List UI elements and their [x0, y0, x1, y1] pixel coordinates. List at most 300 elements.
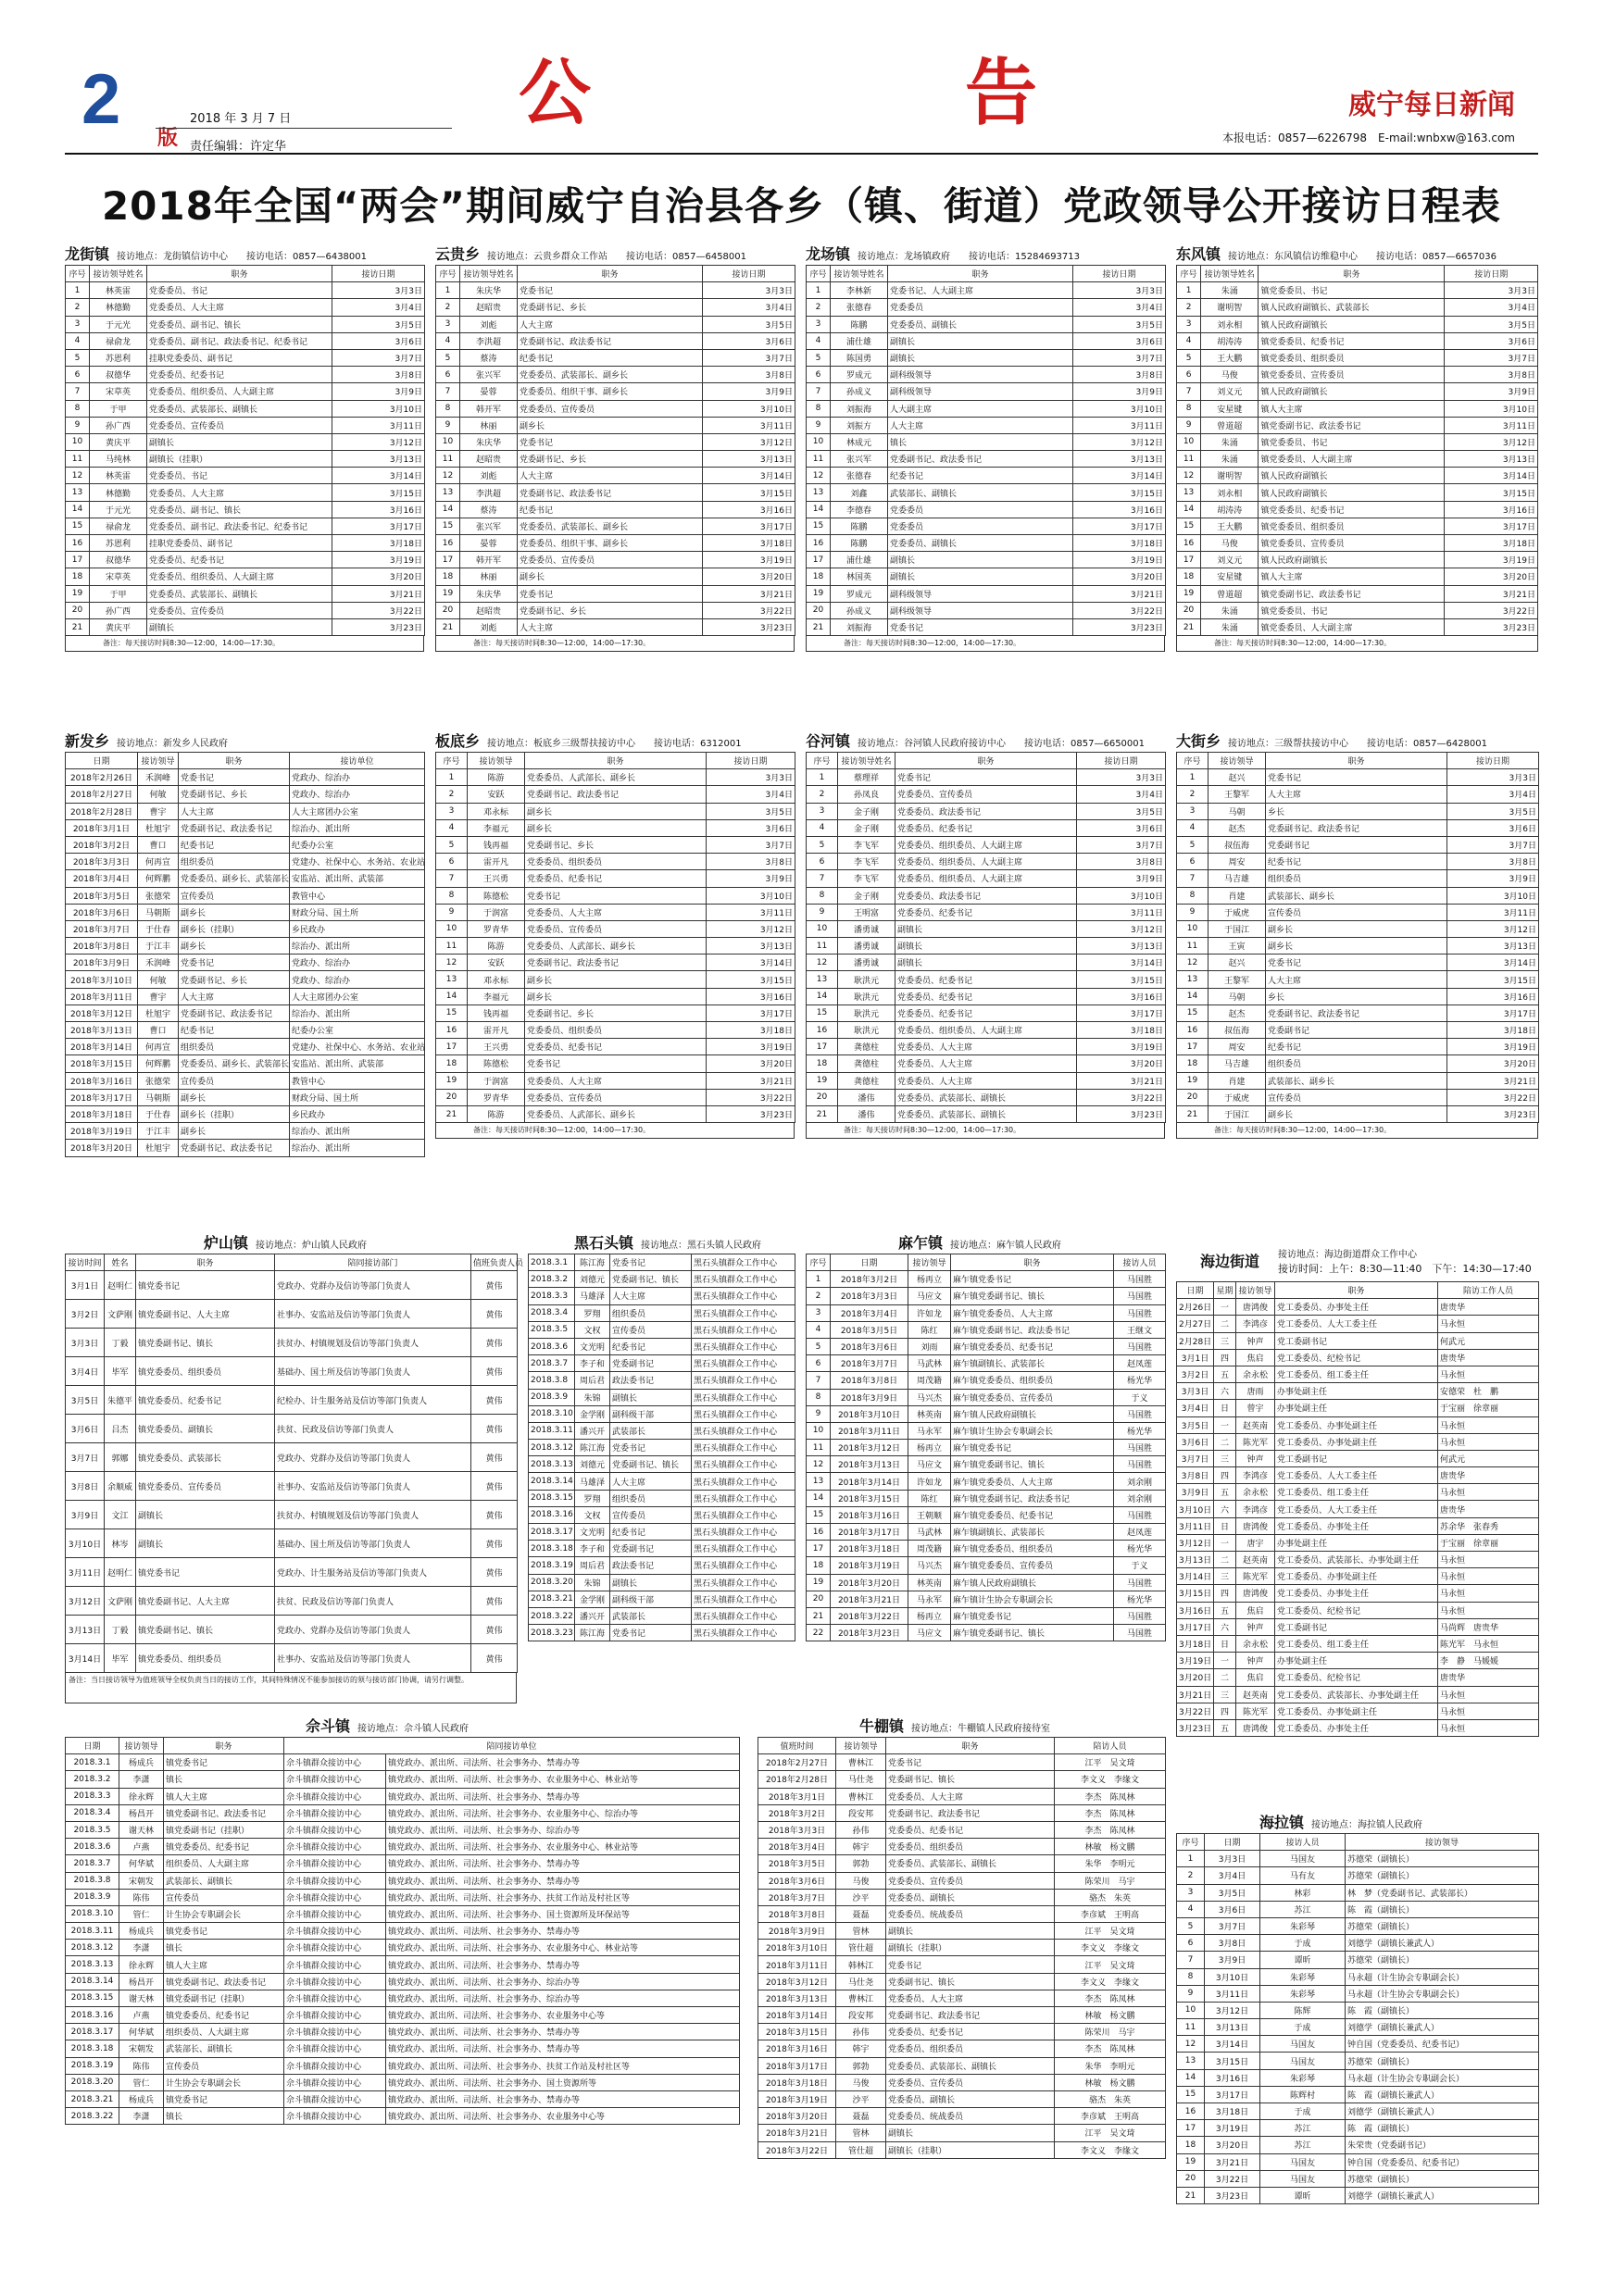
table-cell: 3月12日 [1177, 1534, 1214, 1551]
table-cell: 马国胜 [1114, 1288, 1166, 1304]
table-cell: 杜旭宇 [138, 1140, 179, 1156]
table-cell: 副科级干部 [610, 1591, 692, 1607]
table-cell: 佘斗镇群众接访中心 [284, 1788, 386, 1804]
table-cell: 7 [1177, 870, 1209, 887]
table-cell: 镇党政办、派出所、司法所、社会事务办、禁毒办等 [386, 1872, 740, 1889]
table-cell: 2018年2月26日 [66, 769, 138, 786]
table-cell: 林彩 [1260, 1884, 1346, 1901]
table-cell: 麻乍镇人民政府副镇长 [951, 1405, 1114, 1422]
table-cell: 镇党委委员、书记 [1259, 282, 1445, 299]
table-row [807, 836, 1166, 853]
table-row [1177, 1366, 1539, 1382]
table-row [66, 282, 425, 299]
table-row [436, 383, 795, 400]
table-cell: 镇党委副书记、镇长 [136, 1329, 275, 1357]
table-cell: 3 [436, 316, 460, 332]
section-name: 海拉镇 [1259, 1814, 1305, 1831]
table-row [807, 955, 1166, 971]
table-cell: 镇人民政府副镇长 [1259, 484, 1445, 501]
table-cell: 15 [1177, 1004, 1209, 1021]
table-cell: 3月12日 [1205, 2002, 1260, 2018]
table-cell: 2018年3月17日 [66, 1089, 138, 1105]
table-cell: 刘德元 [575, 1456, 610, 1473]
table-cell: 3月10日 [1077, 887, 1166, 904]
table-cell: 3月20日 [707, 1055, 795, 1072]
section-header [65, 730, 424, 752]
table-cell: 陈光军 马永恒 [1438, 1635, 1539, 1652]
table-cell: 镇党委委员、纪委书记 [164, 1839, 284, 1855]
table-row [66, 2090, 740, 2107]
table-cell: 日 [1214, 1517, 1236, 1534]
table-cell: 副镇长 [888, 349, 1073, 366]
table-cell: 2018年3月21日 [831, 1591, 908, 1607]
table-cell: 17 [1177, 1039, 1209, 1055]
table-row [807, 1372, 1166, 1389]
table-cell: 2018.3.19 [529, 1557, 575, 1574]
table-row [1177, 1602, 1539, 1618]
table-cell: 16 [436, 1022, 468, 1039]
table-row [1177, 484, 1538, 501]
footnote: 备注：每天接访时间8:30—12:00，14:00—17:30。 [1176, 1123, 1538, 1139]
table-cell: 20 [807, 1591, 831, 1607]
table-row [436, 332, 795, 349]
table-cell: 杨光华 [1114, 1591, 1166, 1607]
table-cell: 党工委委员、纪检书记 [1275, 1349, 1438, 1366]
table-cell: 镇党委委员、宣传委员 [1259, 535, 1445, 552]
table-cell: 3月19日 [1177, 1653, 1214, 1669]
table-cell: 麻乍镇党委副书记、镇长 [951, 1456, 1114, 1473]
table-cell: 3月2日 [1177, 1366, 1214, 1382]
section-meta: 接访地点：海边街道群众工作中心 [1278, 1250, 1417, 1260]
table-cell: 2 [436, 299, 460, 316]
table-cell: 韩开军 [460, 400, 518, 417]
table-cell: 镇人大主席 [164, 1956, 284, 1973]
table-cell: 3月17日 [703, 518, 795, 534]
column-header: 接访日期 [332, 266, 425, 282]
table-row [807, 1557, 1166, 1574]
table-row [436, 920, 795, 937]
table-row [1177, 332, 1538, 349]
table-cell: 2018年3月8日 [66, 938, 138, 955]
table-row [807, 433, 1166, 450]
table-cell: 纪委书记 [179, 836, 290, 853]
table-cell: 2018.3.9 [66, 1889, 119, 1905]
table-cell: 组织委员、人大副主席 [164, 1855, 284, 1872]
table-cell: 3月17日 [1077, 1004, 1166, 1021]
table-cell: 3月13日 [707, 938, 795, 955]
section-header [1176, 730, 1538, 752]
table-cell: 3月4日 [1445, 299, 1538, 316]
table-cell: 3月12日 [1447, 920, 1539, 937]
table-row [758, 1889, 1166, 1905]
table-row [807, 1541, 1166, 1557]
table-cell: 18 [1177, 568, 1201, 585]
table-cell: 3月7日 [1205, 1917, 1260, 1934]
table-cell: 4 [1177, 1901, 1205, 1917]
table-cell: 李文义 李缘文 [1055, 1940, 1166, 1956]
table-cell: 19 [1177, 1072, 1209, 1089]
table-cell: 党政办、党群办及信访等部门负责人 [275, 1271, 471, 1300]
table-cell: 王明富 [838, 904, 895, 920]
column-header: 星期 [1214, 1282, 1236, 1299]
table-cell: 党政办、综治办 [290, 971, 425, 988]
table-cell: 19 [1177, 2153, 1205, 2170]
table-cell: 3月7日 [1073, 349, 1166, 366]
table-cell: 黄伟 [471, 1587, 518, 1616]
table-cell: 21 [807, 1105, 838, 1122]
table-row [1177, 2019, 1539, 2036]
table-cell: 丁毅 [105, 1616, 136, 1644]
table-cell: 3月17日 [1205, 2086, 1260, 2103]
table-cell: 人大主席团办公室 [290, 988, 425, 1004]
table-cell: 马永超（计生协会专职副会长） [1346, 2069, 1539, 2086]
table-cell: 韩宇 [836, 2040, 886, 2057]
table-cell: 3月10日 [1447, 887, 1539, 904]
table-cell: 李福元 [468, 988, 525, 1004]
table-cell: 3月11日 [1205, 1985, 1260, 2002]
table-cell: 党工委委员、办事处主任 [1275, 1299, 1438, 1316]
table-cell: 刘彪 [460, 316, 518, 332]
table-cell: 党委副书记、镇长 [886, 1973, 1055, 1990]
table-row [66, 1771, 740, 1788]
table-cell: 黄伟 [471, 1386, 518, 1415]
table-cell: 2018年2月28日 [758, 1771, 836, 1788]
table-cell: 8 [66, 400, 90, 417]
table-cell: 7 [1177, 383, 1201, 400]
table-cell: 龚德柱 [838, 1055, 895, 1072]
table-cell: 安跃 [468, 786, 525, 803]
table-cell: 杨昌开 [119, 1804, 164, 1821]
table-cell: 镇党委副书记、政法委书记 [164, 1804, 284, 1821]
table-cell: 3月16日 [1177, 1602, 1214, 1618]
table-row [66, 1529, 518, 1558]
table-cell: 马吉雄 [1209, 870, 1266, 887]
table-row [1177, 1867, 1539, 1884]
table-cell: 镇党委委员、纪委书记 [164, 2007, 284, 2024]
column-header: 职务 [1275, 1282, 1438, 1299]
table-cell: 挂职党委委员、副书记 [147, 535, 332, 552]
table-row [807, 786, 1166, 803]
table-cell: 党委委员、政法委书记 [895, 803, 1077, 819]
table-row [1177, 1935, 1539, 1952]
column-header: 职务 [886, 1738, 1055, 1754]
table-cell: 六 [1214, 1618, 1236, 1635]
section-name: 佘斗镇 [306, 1717, 351, 1735]
table-cell: 郭勃 [836, 1855, 886, 1872]
table-cell: 3月21日 [703, 585, 795, 602]
table-cell: 18 [807, 1055, 838, 1072]
table-cell: 镇党政办、派出所、司法所、社会事务办、农业服务中心、林业站等 [386, 1839, 740, 1855]
table-cell: 3月18日 [332, 535, 425, 552]
table-cell: 14 [436, 501, 460, 518]
table-row [529, 1271, 795, 1288]
table-cell: 党委委员、纪委书记 [895, 988, 1077, 1004]
table-cell: 党委委员、纪委书记 [895, 971, 1077, 988]
table-cell: 党工委委员、办事处主任 [1275, 1719, 1438, 1736]
table-row [66, 316, 425, 332]
table-cell: 党委委员、组织委员、人大副主席 [895, 870, 1077, 887]
table-row [66, 468, 425, 484]
column-header: 序号 [66, 266, 90, 282]
table-cell: 林成元 [831, 433, 888, 450]
table-row [1177, 535, 1538, 552]
section-meta: 接访地点：东风镇信访维稳中心 接访电话：0857—6657036 [1228, 252, 1497, 262]
table-cell: 唐鸿俊 [1236, 1719, 1275, 1736]
table-row [807, 1321, 1166, 1338]
table-cell: 党委书记 [610, 1440, 692, 1456]
section-name: 东风镇 [1176, 245, 1221, 263]
table-cell: 骆杰 朱英 [1055, 1889, 1166, 1905]
section-haila [1176, 1811, 1538, 2204]
table-cell: 文光明 [575, 1338, 610, 1354]
table-cell: 马俊 [836, 1872, 886, 1889]
table-cell: 20 [66, 602, 90, 618]
table-cell: 3月19日 [1073, 552, 1166, 568]
table-cell: 镇人大主席 [164, 1788, 284, 1804]
table-cell: 镇党委委员、副镇长 [136, 1415, 275, 1443]
table-cell: 副乡长 [518, 417, 703, 433]
table-cell: 周后君 [575, 1557, 610, 1574]
table-cell: 党委书记 [886, 1956, 1055, 1973]
table-row [758, 2141, 1166, 2158]
table-cell: 马永恒 [1438, 1568, 1539, 1585]
table-row [807, 1625, 1166, 1641]
table-cell: 马尚辉 唐贵华 [1438, 1618, 1539, 1635]
table-cell: 副科级领导 [888, 367, 1073, 383]
header-rule [65, 153, 1538, 155]
table-cell: 陈光军 [1236, 1433, 1275, 1450]
table-cell: 镇党委副书记、政法委书记 [1259, 417, 1445, 433]
section-meta: 接访地点：牛棚镇人民政府接待室 [911, 1724, 1051, 1734]
table-row [436, 535, 795, 552]
table-cell: 3月9日 [66, 1501, 105, 1529]
table-cell: 3月15日 [1445, 484, 1538, 501]
table-cell: 纪委办公室 [290, 1022, 425, 1039]
table-cell: 管仁 [119, 2074, 164, 2090]
column-header: 接访人员 [1260, 1834, 1346, 1851]
table-cell: 宋草英 [90, 568, 147, 585]
table-cell: 11 [1177, 451, 1201, 468]
table-cell: 12 [807, 468, 831, 484]
table-cell: 3月15日 [1177, 1585, 1214, 1602]
footnote: 备注：每天接访时间8:30—12:00，14:00—17:30。 [806, 1123, 1165, 1139]
table-cell: 20 [436, 602, 460, 618]
table-row [436, 836, 795, 853]
table-cell: 18 [1177, 1055, 1209, 1072]
table-cell: 3月19日 [332, 552, 425, 568]
table-cell: 20 [1177, 1089, 1209, 1105]
schedule-table [65, 1254, 524, 1673]
table-cell: 副镇长 [886, 1923, 1055, 1940]
table-cell: 2 [807, 299, 831, 316]
table-cell: 镇党委书记 [136, 1271, 275, 1300]
table-cell: 陈游 [468, 1105, 525, 1122]
table-cell: 党委委员、武装部长、副镇长 [147, 400, 332, 417]
table-row [436, 568, 795, 585]
table-cell: 2018.3.2 [66, 1771, 119, 1788]
table-cell: 2018年3月6日 [831, 1338, 908, 1354]
table-cell: 马纯林 [90, 451, 147, 468]
table-cell: 马朝 [1209, 988, 1266, 1004]
table-cell: 党委委员、武装部长、副镇长 [895, 1105, 1077, 1122]
table-cell: 李子和 [575, 1355, 610, 1372]
table-cell: 刘德学（副镇长兼武人） [1346, 2019, 1539, 2036]
table-cell: 纪委书记 [610, 1338, 692, 1354]
table-row [529, 1557, 795, 1574]
table-cell: 副镇长 [888, 552, 1073, 568]
table-row [66, 1923, 740, 1940]
table-cell: 1 [807, 282, 831, 299]
table-row [66, 2057, 740, 2074]
table-cell: 3月18日 [707, 1022, 795, 1039]
table-row [66, 1956, 740, 1973]
section-name: 新发乡 [65, 732, 110, 750]
table-cell: 2018.3.6 [529, 1338, 575, 1354]
table-row [66, 2108, 740, 2125]
column-header: 接访领导姓名 [831, 266, 888, 282]
column-header: 接访日期 [1445, 266, 1538, 282]
table-row [807, 1490, 1166, 1506]
column-header: 接访领导 [908, 1254, 951, 1271]
table-cell: 人大主席 [518, 468, 703, 484]
table-cell: 3月11日 [1177, 1517, 1214, 1534]
table-cell: 党委副书记、政法委书记 [888, 451, 1073, 468]
table-cell: 纪委书记 [1266, 1039, 1447, 1055]
table-cell: 19 [436, 585, 460, 602]
table-cell: 何华斌 [119, 1855, 164, 1872]
table-row [807, 585, 1166, 602]
table-row [1177, 2170, 1539, 2187]
table-cell: 钟声 [1236, 1450, 1275, 1466]
table-cell: 3月12日 [707, 920, 795, 937]
table-cell: 曾道超 [1201, 417, 1259, 433]
table-cell: 麻乍镇党委委员、宣传委员 [951, 1389, 1114, 1405]
table-cell: 党工委委员、武装部长、办事处副主任 [1275, 1686, 1438, 1703]
table-cell: 3 [436, 803, 468, 819]
table-cell: 李洪超 [460, 332, 518, 349]
footnote: 备注：每天接访时间8:30—12:00，14:00—17:30。 [435, 1123, 795, 1139]
table-row [1177, 2053, 1539, 2069]
table-row [758, 1990, 1166, 2006]
table-cell: 镇长 [888, 433, 1073, 450]
table-cell: 党委委员、纪委书记 [525, 870, 707, 887]
table-row [436, 1105, 795, 1122]
table-cell: 陈游 [468, 938, 525, 955]
table-cell: 卢燕 [119, 2007, 164, 2024]
table-row [807, 1473, 1166, 1490]
table-row [758, 2090, 1166, 2107]
table-cell: 谢天林 [119, 1821, 164, 1838]
table-cell: 余永松 [1236, 1366, 1275, 1382]
table-cell: 党委委员、人大主席 [886, 1788, 1055, 1804]
table-cell: 安星键 [1201, 400, 1259, 417]
table-cell: 杨昌开 [119, 1973, 164, 1990]
table-cell: 3月3日 [1177, 1383, 1214, 1400]
table-cell: 3月12日 [66, 1587, 105, 1616]
table-row [66, 417, 425, 433]
table-cell: 黑石头镇群众工作中心 [692, 1254, 795, 1271]
table-cell: 10 [436, 920, 468, 937]
table-row [807, 1524, 1166, 1541]
table-cell: 2018年3月23日 [831, 1625, 908, 1641]
table-cell: 党工委委员、人大工委主任 [1275, 1467, 1438, 1484]
table-row [436, 585, 795, 602]
table-cell: 林国英 [831, 568, 888, 585]
table-cell: 武装部长、副乡长 [1266, 1072, 1447, 1089]
table-cell: 3月19日 [703, 552, 795, 568]
table-cell: 党委委员、组织委员、人大副主席 [895, 854, 1077, 870]
table-cell: 扶贫、民政及信访等部门负责人 [275, 1587, 471, 1616]
table-cell: 于甲 [90, 585, 147, 602]
table-header-row [758, 1738, 1166, 1754]
table-cell: 2018.3.14 [529, 1473, 575, 1490]
table-cell: 3月10日 [1177, 1501, 1214, 1517]
table-cell: 于仕春 [138, 920, 179, 937]
table-row [436, 904, 795, 920]
table-cell: 邓永标 [468, 971, 525, 988]
table-cell: 孙伟 [836, 2024, 886, 2040]
schedule-table [1176, 752, 1539, 1123]
table-row [529, 1524, 795, 1541]
table-cell: 镇党委副书记、镇长 [136, 1616, 275, 1644]
table-cell: 党委委员、组织委员 [886, 2040, 1055, 2057]
table-row [66, 1039, 425, 1055]
page-ban: 版 [157, 127, 179, 150]
table-row [1177, 1055, 1539, 1072]
table-row [529, 1355, 795, 1372]
table-cell: 佘斗镇群众接访中心 [284, 2057, 386, 2074]
table-cell: 党委委员、武装部长、副乡长 [518, 518, 703, 534]
table-cell: 3 [1177, 316, 1201, 332]
table-cell: 18 [807, 1557, 831, 1574]
table-cell: 刘永相 [1201, 316, 1259, 332]
table-cell: 党委委员、人大主席 [895, 1072, 1077, 1089]
table-cell: 3月4日 [707, 786, 795, 803]
table-header-row [1177, 1834, 1539, 1851]
schedule-table [435, 265, 795, 636]
table-row [807, 1271, 1166, 1288]
table-cell: 镇党政办、派出所、司法所、社会事务办、农业服务中心、综治办等 [386, 1804, 740, 1821]
table-cell: 黑石头镇群众工作中心 [692, 1490, 795, 1506]
table-cell: 5 [807, 349, 831, 366]
column-header: 职务 [895, 753, 1077, 769]
table-cell: 马永恒 [1438, 1719, 1539, 1736]
table-row [1177, 1851, 1539, 1867]
table-cell: 2018.3.12 [529, 1440, 575, 1456]
column-header: 序号 [807, 1254, 831, 1271]
table-cell: 3月22日 [1447, 1089, 1539, 1105]
table-cell: 6 [436, 854, 468, 870]
table-cell: 2018年3月2日 [758, 1804, 836, 1821]
table-row [1177, 1299, 1539, 1316]
table-cell: 3 [1177, 1884, 1205, 1901]
table-cell: 3月23日 [703, 618, 795, 635]
table-cell: 副乡长 [525, 819, 707, 836]
table-cell: 3月13日 [332, 451, 425, 468]
table-cell: 罗成元 [831, 367, 888, 383]
table-row [758, 1872, 1166, 1889]
table-cell: 党委委员、宣传委员 [147, 417, 332, 433]
table-row [1177, 618, 1538, 635]
table-cell: 9 [807, 1405, 831, 1422]
table-cell: 副乡长 [179, 904, 290, 920]
table-row [1177, 2153, 1539, 2170]
table-cell: 党委委员、副镇长 [886, 2090, 1055, 2107]
table-cell: 镇党委副书记（挂职） [164, 1990, 284, 2006]
table-cell: 朱锦 [575, 1574, 610, 1591]
table-cell: 党委副书记、政法委书记 [518, 484, 703, 501]
section-header [806, 730, 1165, 752]
